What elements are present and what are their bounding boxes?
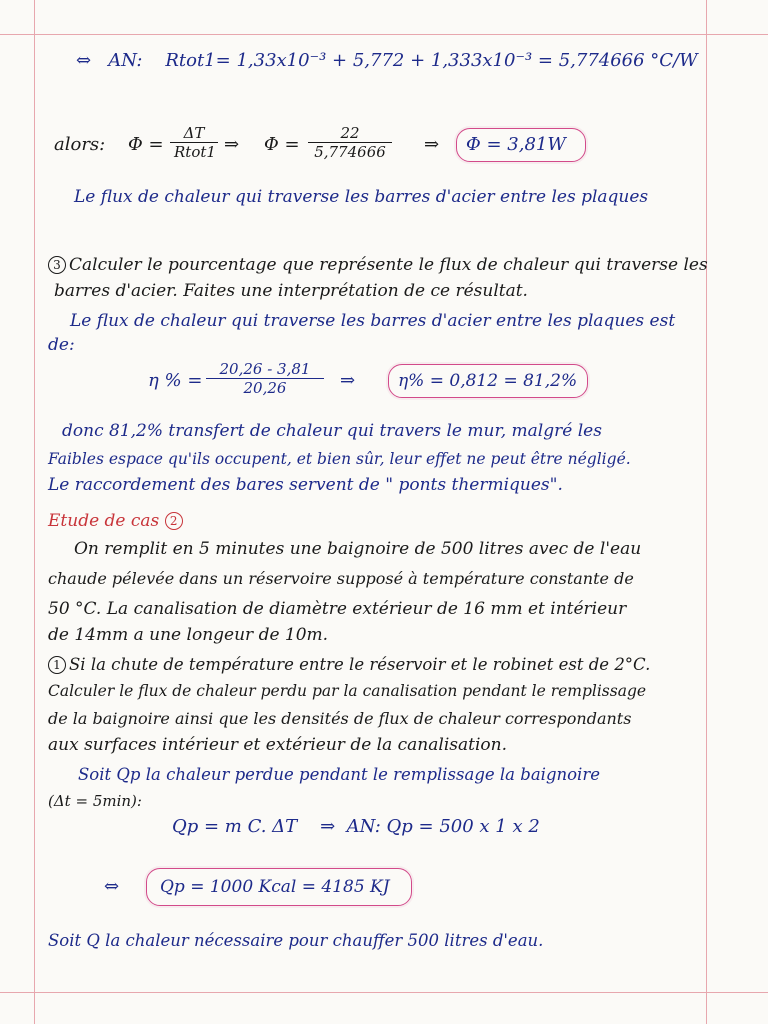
qp-an: AN: Qp = 500 x 1 x 2 [346, 816, 540, 837]
fraction-denominator: 5,774666 [314, 143, 386, 161]
question-text: Calculer le pourcentage que représente le flux de chaleur qui traverse les [69, 255, 708, 275]
implies-arrow-1: ⇒ [224, 134, 240, 155]
an-label: AN: [108, 50, 143, 71]
fraction-eta [206, 360, 324, 397]
implies-arrow-qp: ⇒ [320, 816, 336, 837]
answer-3-line-2: de: [48, 335, 75, 355]
fraction-numerator: 20,26 - 3,81 [206, 360, 324, 379]
implies-arrow-2: ⇒ [424, 134, 440, 155]
question-1-line-3: de la baignoire ainsi que les densités de flux de chaleur correspondants [48, 709, 632, 728]
bottom-margin-line [0, 992, 768, 993]
eta-lhs: η % = [148, 370, 203, 391]
soit-q-line: Soit Q la chaleur nécessaire pour chauffer 500 litres d'eau. [48, 931, 544, 950]
case-study-label: Etude de cas [48, 511, 160, 531]
right-margin-line [706, 0, 707, 1024]
qp-result: Qp = 1000 Kcal = 4185 KJ [160, 877, 390, 897]
phi-eq-1: Φ = [128, 134, 164, 155]
question-1-line-4: aux surfaces intérieur et extérieur de la canalisation. [48, 735, 507, 755]
question-1-line-1 [48, 654, 650, 676]
an-rtot-line [76, 50, 698, 72]
problem-line-2: chaude pélevée dans un réservoire supposé à température constante de [48, 569, 634, 588]
equivalence-arrow-qp: ⇔ [104, 876, 120, 897]
implies-arrow-eta: ⇒ [340, 370, 356, 391]
rtot-formula: Rtot1= 1,33x10⁻³ + 5,772 + 1,333x10⁻³ = 5,774666 °C/W [165, 50, 698, 71]
fraction-denominator: 20,26 [243, 379, 287, 397]
problem-line-4: de 14mm a une longeur de 10m. [48, 625, 329, 645]
question-number-badge: 3 [48, 256, 66, 274]
fraction-denominator: Rtot1 [174, 143, 216, 161]
question-3-line-2: barres d'acier. Faites une interprétation de ce résultat. [54, 281, 528, 301]
answer-3-line-1: Le flux de chaleur qui traverse les barres d'acier entre les plaques est [70, 311, 676, 331]
flux-statement: Le flux de chaleur qui traverse les barres d'acier entre les plaques [74, 187, 649, 207]
conclusion-line-3: Le raccordement des bares servent de " ponts thermiques". [48, 475, 563, 495]
equivalence-arrow: ⇔ [76, 50, 92, 71]
question-number-badge: 1 [48, 656, 66, 674]
case-study-heading [48, 510, 186, 532]
soit-qp-line-1: Soit Qp la chaleur perdue pendant le remplissage la baignoire [78, 765, 600, 784]
left-margin-line [34, 0, 35, 1024]
fraction-numerator: 22 [308, 124, 392, 143]
qp-formula-line [172, 816, 540, 838]
conclusion-line-1: donc 81,2% transfert de chaleur qui travers le mur, malgré les [62, 421, 602, 441]
question-3-line-1 [48, 254, 708, 276]
top-margin-line [0, 34, 768, 35]
alors-label: alors: [54, 134, 106, 155]
eta-result: η% = 0,812 = 81,2% [398, 371, 578, 391]
case-study-number: 2 [165, 512, 183, 530]
qp-formula: Qp = m C. ΔT [172, 816, 298, 837]
problem-line-3: 50 °C. La canalisation de diamètre extérieur de 16 mm et intérieur [48, 599, 627, 619]
fraction-22-rtot [308, 124, 392, 161]
fraction-dt-rtot [170, 124, 218, 161]
phi-eq-2: Φ = [264, 134, 300, 155]
phi-result: Φ = 3,81W [466, 134, 566, 155]
fraction-numerator: ΔT [170, 124, 218, 143]
question-1-line-2: Calculer le flux de chaleur perdu par la canalisation pendant le remplissage [48, 682, 647, 700]
problem-line-1: On remplit en 5 minutes une baignoire de 500 litres avec de l'eau [74, 539, 642, 559]
conclusion-line-2: Faibles espace qu'ils occupent, et bien sûr, leur effet ne peut être négligé. [48, 450, 631, 468]
question-text: Si la chute de température entre le réservoir et le robinet est de 2°C. [69, 655, 651, 674]
soit-qp-line-2: (Δt = 5min): [48, 792, 142, 810]
